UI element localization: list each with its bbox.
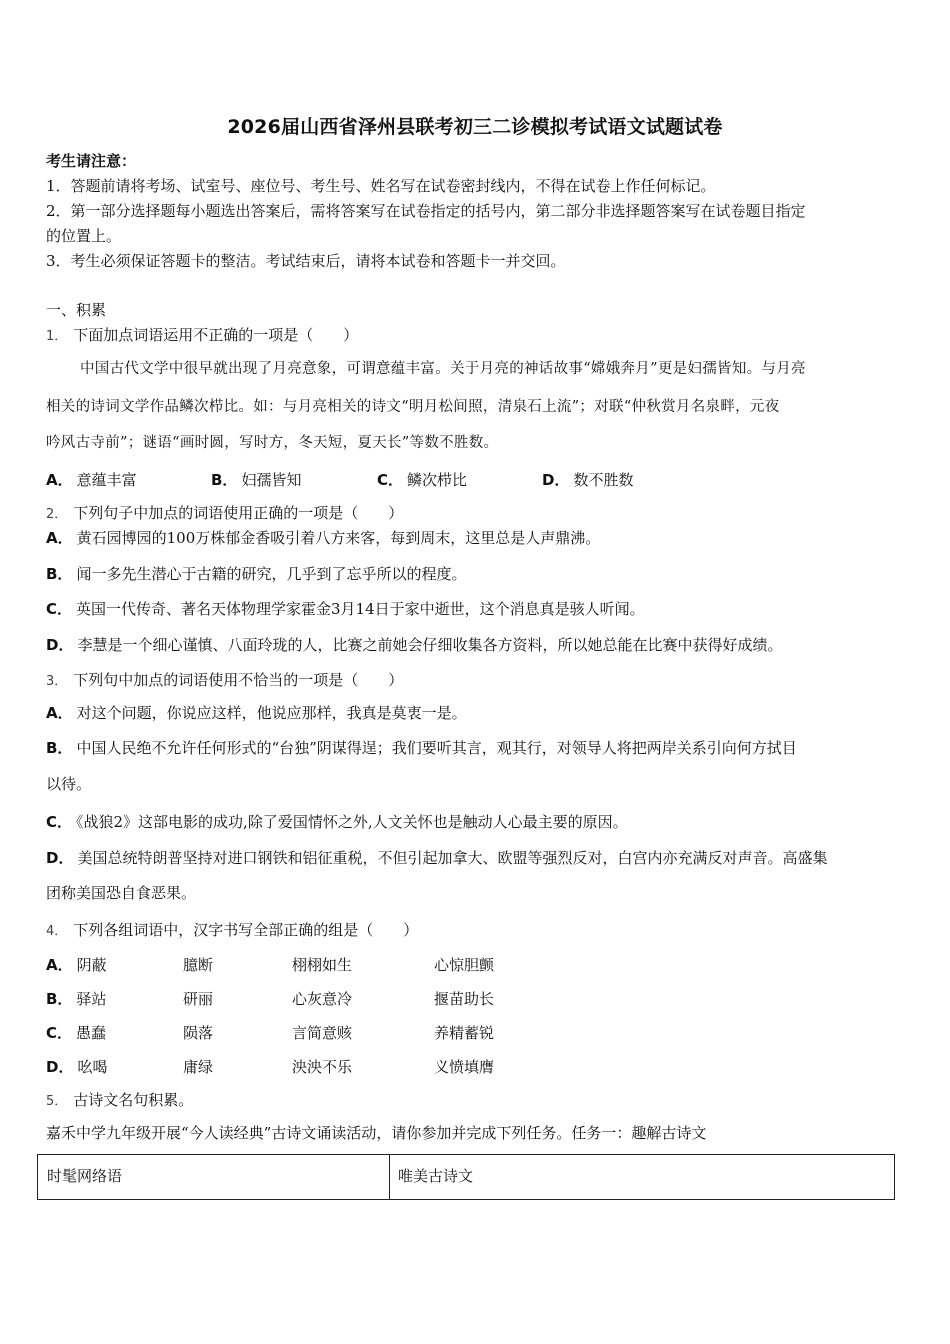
option-b-continued: 以待。 [46, 775, 92, 793]
word: 庸绿 [183, 1058, 214, 1076]
option-c[interactable]: C． 《战狼2》这部电影的成功,除了爱国情怀之外,人文关怀也是触动人心最主要的原因。 [46, 813, 628, 831]
question-number: 2． [46, 507, 68, 522]
notice-item: 2．第一部分选择题每小题选出答案后，需将答案写在试卷指定的括号内，第二部分非选择题答案写在试卷题目指定 [46, 202, 806, 220]
option-letter: B． 驿站 [46, 990, 107, 1008]
question-number: 5． [46, 1094, 68, 1109]
question-stem: 下面加点词语运用不正确的一项是（ ） [73, 326, 359, 344]
question-number: 3． [46, 674, 68, 689]
section-heading: 一、积累 [46, 301, 107, 319]
notice-item: 3．考生必须保证答题卡的整洁。考试结束后，请将本试卷和答题卡一并交回。 [46, 252, 566, 270]
question-1 [46, 325, 358, 347]
question-4 [46, 920, 418, 942]
option-letter: A． 阴蔽 [46, 956, 107, 974]
question-5 [46, 1090, 193, 1112]
option-b[interactable]: B． 闻一多先生潜心于古籍的研究，几乎到了忘乎所以的程度。 [46, 565, 467, 583]
word: 义愤填膺 [434, 1058, 495, 1076]
word: 研丽 [183, 990, 214, 1008]
option-c[interactable]: C． 英国一代传奇、著名天体物理学家霍金3月14日于家中逝世，这个消息真是骇人听闻。 [46, 600, 645, 618]
question-stem: 下列句子中加点的词语使用正确的一项是（ ） [73, 504, 404, 522]
option-a[interactable]: A． 意蕴丰富 [46, 471, 137, 489]
option-d[interactable]: D． 李慧是一个细心谨慎、八面玲珑的人，比赛之前她会仔细收集各方资料，所以她总能在比赛中获得好成绩。 [46, 636, 783, 654]
option-a[interactable]: A． 对这个问题，你说应这样，他说应那样，我真是莫衷一是。 [46, 704, 467, 722]
notice-heading: 考生请注意： [46, 152, 137, 170]
option-a[interactable]: A． 黄石园博园的100万株郁金香吸引着八方来客，每到周末，这里总是人声鼎沸。 [46, 529, 601, 547]
question-number: 1． [46, 329, 68, 344]
table-divider [389, 1155, 390, 1199]
table-header-cell: 时髦网络语 [47, 1167, 123, 1185]
page-title: 2026届山西省泽州县联考初三二诊模拟考试语文试题试卷 [227, 116, 723, 138]
option-d[interactable]: D． 数不胜数 [542, 471, 634, 489]
table-header-cell: 唯美古诗文 [398, 1167, 474, 1185]
passage-line: 中国古代文学中很早就出现了月亮意象，可谓意蕴丰富。关于月亮的神话故事“嫦娥奔月”更是妇孺皆知。与月亮 [80, 361, 806, 377]
option-b[interactable]: B． 妇孺皆知 [211, 471, 302, 489]
word: 陨落 [183, 1024, 214, 1042]
option-d[interactable]: D． 美国总统特朗普坚持对进口钢铁和铝征重税，不但引起加拿大、欧盟等强烈反对，白宫内亦充满反对声音。高盛集 [46, 849, 828, 867]
question-stem: 下列各组词语中，汉字书写全部正确的组是（ ） [73, 921, 419, 939]
question-intro: 嘉禾中学九年级开展“今人读经典”古诗文诵读活动，请你参加并完成下列任务。任务一：趣解古诗文 [46, 1124, 707, 1142]
passage-line: 相关的诗词文学作品鳞次栉比。如：与月亮相关的诗文“明月松间照，清泉石上流”；对联“仲秋赏月名泉畔，元夜 [46, 399, 780, 415]
word: 养精蓄锐 [434, 1024, 495, 1042]
question-3 [46, 670, 403, 692]
question-stem: 古诗文名句积累。 [73, 1091, 194, 1109]
word: 心惊胆颤 [434, 956, 495, 974]
option-letter: C． 愚蠢 [46, 1024, 107, 1042]
question-number: 4． [46, 924, 68, 939]
word: 臆断 [183, 956, 214, 974]
passage-line: 吟风古寺前”；谜语“画时圆，写时方，冬天短，夏天长”等数不胜数。 [46, 435, 499, 451]
word: 言简意赅 [292, 1024, 353, 1042]
option-letter: D． 吆喝 [46, 1058, 108, 1076]
answer-table [37, 1154, 895, 1200]
option-d-continued: 团称美国恐自食恶果。 [46, 884, 197, 902]
question-stem: 下列句中加点的词语使用不恰当的一项是（ ） [73, 671, 404, 689]
option-c[interactable]: C． 鳞次栉比 [377, 471, 468, 489]
word: 泱泱不乐 [292, 1058, 353, 1076]
word: 栩栩如生 [292, 956, 353, 974]
question-2 [46, 503, 403, 525]
notice-item: 1．答题前请将考场、试室号、座位号、考生号、姓名写在试卷密封线内，不得在试卷上作任何标记。 [46, 177, 716, 195]
notice-item: 的位置上。 [46, 227, 122, 245]
word: 揠苗助长 [434, 990, 495, 1008]
word: 心灰意冷 [292, 990, 353, 1008]
option-b[interactable]: B． 中国人民绝不允许任何形式的“台独”阴谋得逞；我们要听其言，观其行，对领导人将把两岸关系引向何方拭目 [46, 739, 797, 757]
